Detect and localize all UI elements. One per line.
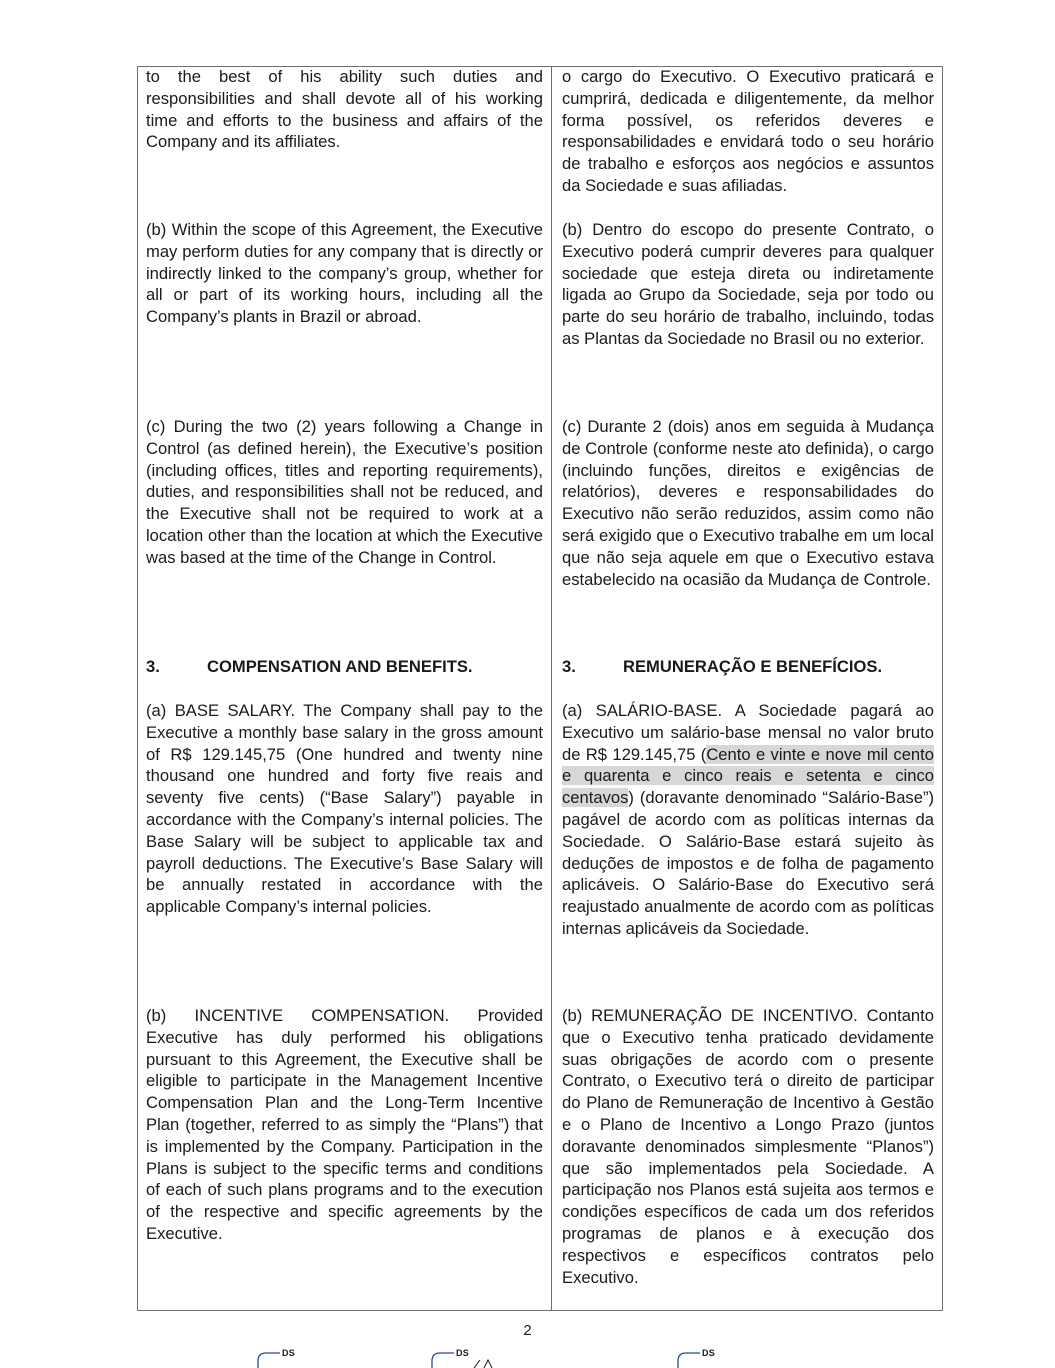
docusign-initial-mark [676,1348,746,1368]
docusign-initial-mark [430,1348,500,1368]
en-section-heading [146,656,543,678]
pt-paragraph-b-scope: (b) Dentro do escopo do presente Contrato, o Executivo poderá cumprir deveres para qualquer sociedade que esteja direta ou indiretamente ligada ao Grupo da Sociedade, seja por todo ou parte do seu horário de trabalho, incluindo, todas as Plantas da Sociedade no Brasil ou no exterior. [562,220,934,348]
docusign-initial-mark [256,1348,326,1368]
pt-salary-text-start: (a) SALÁRIO-BASE. A Sociedade pagará ao Executivo um salário-base mensal no valor bruto de R$ 129.145,75 ( [562,701,934,764]
ds-label: DS [702,1348,716,1358]
en-section-number: 3. [146,657,160,676]
pt-section-heading [562,656,934,678]
pt-paragraph-a-base-salary [562,700,934,940]
ds-label: DS [282,1348,296,1358]
pt-salary-text-end: ) (doravante denominado “Salário-Base”) pagável de acordo com as políticas internas da Sociedade. O Salário-Base estará sujeito às deduções de impostos e de folha de pagamento aplicáveis. O Salário-Base do Executivo será reajustado anualmente de acordo com as políticas internas aplicáveis da Sociedade. [562,788,934,938]
ds-bracket-icon [430,1348,510,1368]
en-paragraph-b-incentive: (b) INCENTIVE COMPENSATION. Provided Executive has duly performed his obligations pursuant to this Agreement, the Executive shall be eligible to participate in the Management Incentive Compensation Plan and the Long-Term Incentive Plan (together, referred to as simply the “Plans”) that is implemented by the Company. Participation in the Plans is subject to the specific terms and conditions of each of such plans programs and to the execution of the respective and specific agreements by the Executive. [146,1006,543,1243]
pt-section-title: REMUNERAÇÃO E BENEFÍCIOS. [623,657,883,676]
page-number: 2 [523,1322,532,1339]
en-paragraph-a-base-salary: (a) BASE SALARY. The Company shall pay to the Executive a monthly base salary in the gross amount of R$ 129.145,75 (One hundred and twenty nine thousand one hundred and forty five reais and seventy five cents) (“Base Salary”) payable in accordance with the Company’s internal policies. The Base Salary will be subject to applicable tax and payroll deductions. The Executive’s Base Salary will be annually restated in accordance with the applicable Company’s internal policies. [146,701,543,917]
pt-paragraph-c-change-control: (c) Durante 2 (dois) anos em seguida à Mudança de Controle (conforme neste ato definida), o cargo (incluindo funções, direitos e exigências de relatórios), deveres e responsabilidades do Executivo não serão reduzidos, assim como não será exigido que o Executivo trabalhe em um local que não seja aquele em que o Executivo estava estabelecido na ocasião da Mudança de Controle. [562,417,934,589]
ds-label: DS [456,1348,470,1358]
en-paragraph-c-change-control: (c) During the two (2) years following a Change in Control (as defined herein), the Executive’s position (including offices, titles and reporting requirements), duties, and responsibilities shall not be reduced, and the Executive shall not be required to work at a location other than the location at which the Executive was based at the time of the Change in Control. [146,417,543,567]
pt-paragraph-duties: o cargo do Executivo. O Executivo praticará e cumprirá, dedicada e diligentemente, da melhor forma possível, os referidos deveres e responsabilidades e envidará todo o seu horário de trabalho e esforços aos negócios e assuntos da Sociedade e suas afiliadas. [562,67,934,195]
pt-paragraph-b-incentive: (b) REMUNERAÇÃO DE INCENTIVO. Contanto que o Executivo tenha praticado devidamente suas obrigações de acordo com o presente Contrato, o Executivo terá o direito de participar do Plano de Remuneração de Incentivo à Gestão e o Plano de Incentivo a Longo Prazo (juntos doravante denominados simplesmente “Planos”) que são implementados pela Sociedade. A participação nos Planos está sujeita aos termos e condições específicos de cada um dos referidos programas de planos e à execução dos respectivos e específicos contratos pelo Executivo. [562,1006,934,1287]
en-paragraph-b-scope: (b) Within the scope of this Agreement, the Executive may perform duties for any company that is directly or indirectly linked to the company’s group, whether for all or part of its working hours, including all the Company’s plants in Brazil or abroad. [146,220,543,327]
pt-salary-highlighted-amount: Cento e vinte e nove mil cento e quarenta e cinco reais e setenta e cinco centavos [562,744,934,808]
column-divider [551,66,552,1311]
en-section-title: COMPENSATION AND BENEFITS. [207,657,473,676]
en-paragraph-duties: to the best of his ability such duties and responsibilities and shall devote all of his working time and efforts to the business and affairs of the Company and its affiliates. [146,67,543,152]
pt-section-number: 3. [562,657,576,676]
